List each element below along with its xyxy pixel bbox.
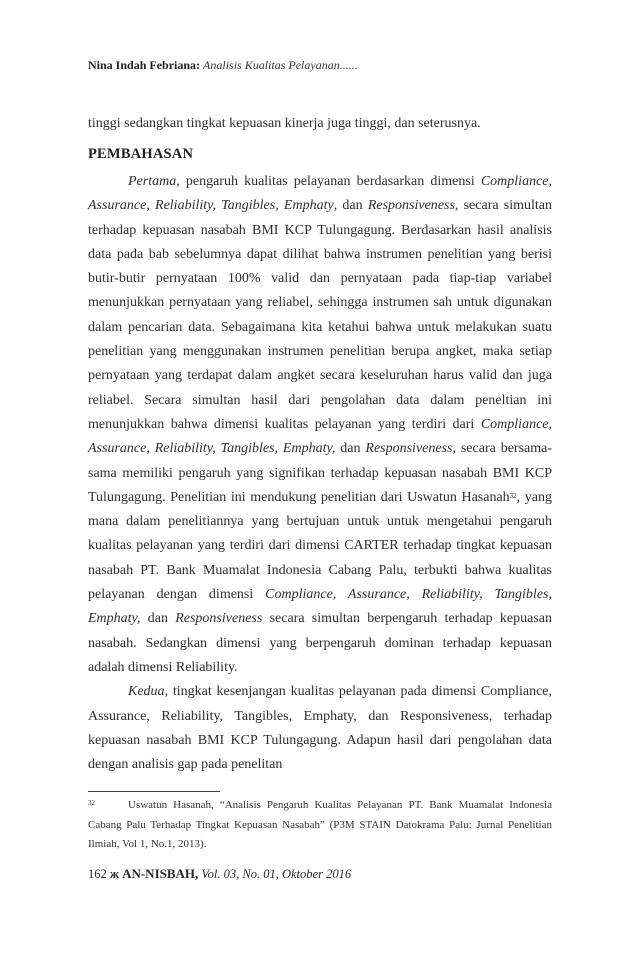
page-footer (88, 866, 351, 882)
section-heading: PEMBAHASAN (88, 146, 194, 162)
intro-paragraph: tinggi sedangkan tingkat kepuasan kinerja juga tinggi, dan seterusnya. (88, 116, 481, 131)
footnote-text: Uswatun Hasanah, “Analisis Pengaruh Kualitas Pelayanan PT. Bank Muamalat Indonesia Cabang Palu Terhadap Tingkat Kepuasan Nasabah” (P3M STAIN Datokrama Palu: Jurnal Penelitian Ilmiah, Vol 1, No.1, 2013). (88, 799, 552, 850)
footnote-divider (88, 791, 220, 792)
header-author: Nina Indah Febriana: (88, 58, 201, 72)
paragraph-kedua: Kedua, tingkat kesenjangan kualitas pelayanan pada dimensi Compliance, Assurance, Reliability, Tangibles, Emphaty, dan Responsiveness, terhadap kepuasan nasabah BMI KCP Tulungagung. Adapun hasil dari pengolahan data dengan analisis gap pada penelitan (88, 684, 552, 773)
main-text (88, 170, 552, 777)
page-number: 162 (88, 867, 107, 881)
journal-issue: Vol. 03, No. 01, Oktober 2016 (201, 867, 352, 881)
journal-name: AN-NISBAH, (122, 866, 199, 881)
running-header (88, 58, 358, 73)
ornament-icon: ж (109, 867, 119, 881)
paragraph-pertama: Pertama, pengaruh kualitas pelayanan berdasarkan dimensi Compliance, Assurance, Reliability, Tangibles, Emphaty, dan Responsiveness, secara simultan terhadap kepuasan nasabah BMI KCP Tulungagung. Berdasarkan hasil analisis data pada bab sebelumnya dapat dilihat bahwa instrumen penelitian yang berisi butir-butir pernyataan 100% valid dan pernyataan pada tiap-tiap variabel menunjukkan pernyataan yang reliabel, sehingga instrumen sah untuk digunakan dalam pencarian data. Sebagaimana kita ketahui bahwa untuk melakukan suatu penelitian yang menggunakan instrumen penelitian berupa angket, maka setiap pernyataan yang terdapat dalam angket secara keseluruhan harus valid dan juga reliabel. Secara simultan hasil dari pengolahan data dalam peneltian ini menunjukkan bahwa dimensi kualitas pelayanan yang terdiri dari Compliance, Assurance, Reliability, Tangibles, Emphaty, dan Responsiveness, secara bersama-sama memiliki pengaruh yang signifikan terhadap kepuasan nasabah BMI KCP Tulungagung. Penelitian ini mendukung penelitian dari Uswatun Hasanah$^{32}$, yang mana dalam penelitiannya yang bertujuan untuk untuk mengetahui pengaruh kualitas pelayanan yang terdiri dari dimensi CARTER terhadap tingkat kepuasan nasabah PT. Bank Muamalat Indonesia Cabang Palu, terbukti bahwa kualitas pelayanan dengan dimensi Compliance, Assurance, Reliability, Tangibles, Emphaty, dan Responsiveness secara simultan berpengaruh terhadap kepuasan nasabah. Sedangkan dimensi yang berpengaruh dominan terhadap kepuasan adalah dimensi Reliability. (88, 174, 552, 675)
header-title: Analisis Kualitas Pelayanan...... (203, 58, 358, 72)
footnote (88, 796, 552, 855)
footnote-number: 32 (88, 799, 95, 807)
footnote-ref: 32 (509, 491, 517, 500)
